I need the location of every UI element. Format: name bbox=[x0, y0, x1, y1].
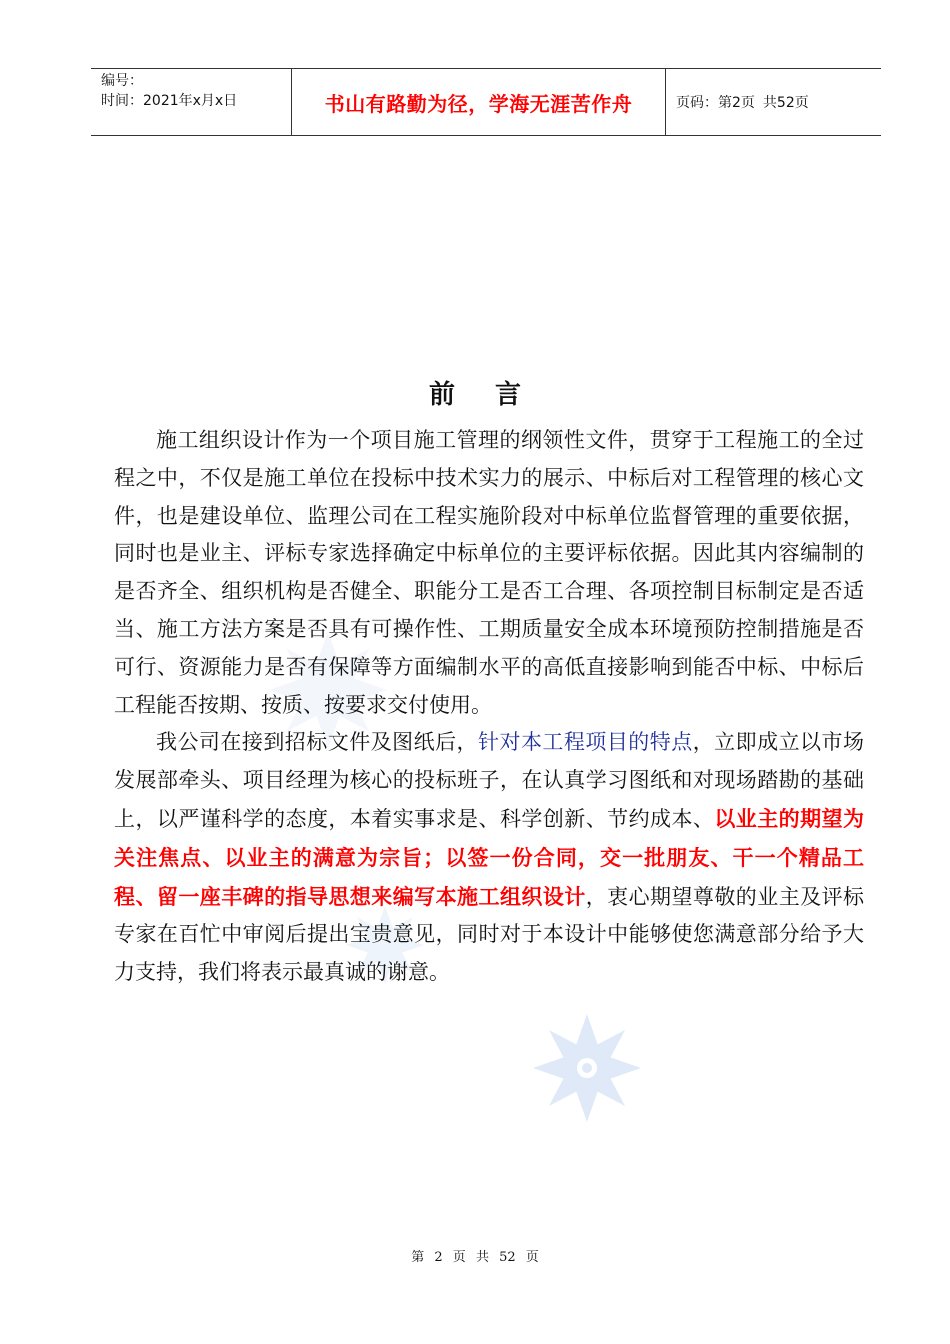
page-header bbox=[91, 68, 881, 136]
header-page-total: 共52页 bbox=[762, 95, 809, 111]
document-time-label: 时间：2021年x月x日 bbox=[101, 93, 238, 109]
highlight-blue-text: 针对本工程项目的特点 bbox=[478, 730, 693, 755]
paragraph-text: ，衷心期望尊敬的业主及评标专家在百忙中审阅后提出宝贵意见，同时对于本设计中能够使您满意部分给予大力支持，我们将表示最真诚的谢意。 bbox=[114, 884, 865, 985]
paragraph bbox=[114, 724, 864, 992]
paragraph: 施工组织设计作为一个项目施工管理的纲领性文件，贯穿于工程施工的全过程之中，不仅是施工单位在投标中技术实力的展示、中标后对工程管理的核心文件，也是建设单位、监理公司在工程实施阶段对中标单位监督管理的重要依据，同时也是业主、评标专家选择确定中标单位的主要评标依据。因此其内容编制的是否齐全、组织机构是否健全、职能分工是否工合理、各项控制目标制定是否适当、施工方法方案是否具有可操作性、工期质量安全成本环境预防控制措施是否可行、资源能力是否有保障等方面编制水平的高低直接影响到能否中标、中标后工程能否按期、按质、按要求交付使用。 bbox=[114, 428, 864, 717]
header-meta-cell bbox=[91, 69, 292, 135]
page-footer bbox=[0, 1246, 950, 1265]
highlight-red-text: 以业主的期望为关注焦点、以业主的满意为宗旨；以签一份合同，交一批朋友、干一个精品工程、留一座丰碑的指导思想来编写本施工组织设计 bbox=[114, 805, 865, 909]
header-motto-cell bbox=[292, 69, 666, 135]
document-number-label: 编号： bbox=[101, 73, 143, 89]
footer-page-total: 52 bbox=[499, 1250, 516, 1265]
snowflake-watermark-icon bbox=[532, 1013, 642, 1123]
paragraph-text: ，立即成立以市场发展部牵头、项目经理为核心的投标班子，在认真学习图纸和对现场踏勘的基础上，以严谨科学的态度，本着实事求是、科学创新、节约成本、 bbox=[114, 730, 864, 831]
document-body bbox=[114, 422, 864, 992]
page-title: 前言 bbox=[428, 380, 561, 410]
footer-word: 第 bbox=[411, 1250, 425, 1265]
paragraph-text: 我公司在接到招标文件及图纸后， bbox=[156, 730, 479, 755]
footer-word: 页 bbox=[525, 1250, 539, 1265]
header-page-cell bbox=[666, 69, 881, 135]
footer-word: 共 bbox=[475, 1250, 489, 1265]
footer-page-number: 2 bbox=[434, 1250, 443, 1265]
header-motto: 书山有路勤为径，学海无涯苦作舟 bbox=[324, 91, 633, 116]
footer-word: 页 bbox=[452, 1250, 466, 1265]
header-page-number: 页码：第2页 bbox=[676, 95, 755, 111]
